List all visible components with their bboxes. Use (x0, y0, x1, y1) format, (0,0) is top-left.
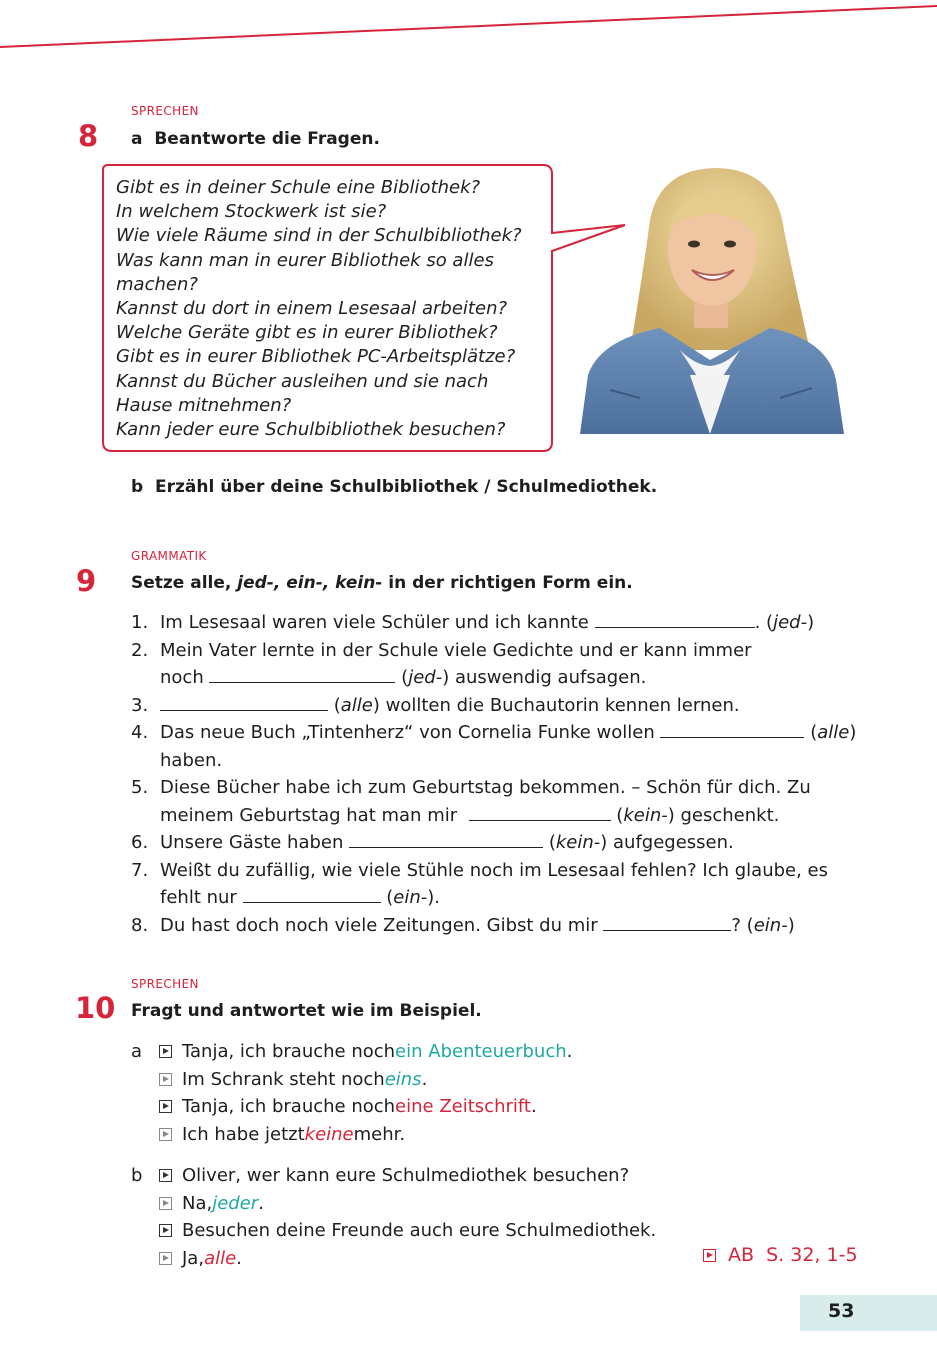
page-number-box (800, 1295, 937, 1331)
answer-blank[interactable] (209, 664, 395, 683)
list-item: 8. Du hast doch noch viele Zeitungen. Gibst du mir ? (ein-) (131, 912, 861, 940)
list-item: 7. Weißt du zufällig, wie viele Stühle noch im Lesesaal fehlen? Ich glaube, es fehlt nur (ein-). (131, 859, 829, 908)
question-line: Gibt es in eurer Bibliothek PC-Arbeitsplätze? (116, 346, 516, 368)
woman-photo (580, 160, 844, 434)
list-item: 3. (alle) wollten die Buchautorin kennen lernen. (131, 692, 861, 720)
page-number: 53 (828, 1300, 855, 1322)
dialogue-line: Tanja, ich brauche noch eine Zeitschrift . (131, 1093, 572, 1121)
dialogue-line: Ich habe jetzt keine mehr. (131, 1121, 572, 1149)
exercise-9-list (131, 609, 861, 939)
dialogue-a (131, 1038, 572, 1148)
section-label-sprechen: SPRECHEN (131, 104, 199, 118)
exercise-number-9: 9 (76, 564, 97, 598)
question-line: Kannst du Bücher ausleihen und sie nach (116, 370, 489, 392)
dialogue-line: Im Schrank steht noch eins . (131, 1066, 572, 1094)
exercise-9-title: Setze alle, jed-, ein-, kein- in der richtigen Form ein. (131, 573, 633, 593)
play-icon (159, 1169, 172, 1182)
list-item: 1. Im Lesesaal waren viele Schüler und ich kannte . (jed-) (131, 609, 861, 637)
exercise-8a-title: a Beantworte die Fragen. (131, 129, 380, 149)
list-item: 6. Unsere Gäste haben (kein-) aufgegessen. (131, 829, 861, 857)
question-line: Wie viele Räume sind in der Schulbibliothek? (116, 225, 522, 247)
arrow-box-icon (703, 1249, 716, 1262)
answer-blank[interactable] (349, 829, 543, 848)
question-line: Hause mitnehmen? (116, 394, 292, 416)
workbook-reference[interactable]: AB S. 32, 1-5 (703, 1244, 858, 1266)
dialogue-line: Besuchen deine Freunde auch eure Schulmediothek. (131, 1217, 656, 1245)
play-outline-icon (159, 1073, 172, 1086)
question-line: Kannst du dort in einem Lesesaal arbeiten? (116, 298, 508, 320)
dialogue-line: Ja, alle . (131, 1245, 656, 1273)
play-outline-icon (159, 1128, 172, 1141)
answer-blank[interactable] (469, 802, 611, 821)
question-line: Gibt es in deiner Schule eine Bibliothek? (116, 177, 481, 198)
play-icon (159, 1100, 172, 1113)
list-item: 5. Diese Bücher habe ich zum Geburtstag bekommen. – Schön für dich. Zu meinem Geburtstag hat man mir (kein-) geschenkt. (131, 777, 811, 826)
play-icon (159, 1224, 172, 1237)
answer-blank[interactable] (603, 912, 731, 931)
question-line: In welchem Stockwerk ist sie? (116, 201, 387, 223)
exercise-number-8: 8 (78, 119, 99, 153)
question-line: machen? (116, 273, 198, 295)
bubble-questions (116, 176, 548, 442)
dialogue-b (131, 1162, 656, 1272)
list-item: 4. Das neue Buch „Tintenherz“ von Cornelia Funke wollen (alle) haben. (131, 719, 861, 774)
exercise-number-10: 10 (75, 991, 116, 1025)
question-line: Was kann man in eurer Bibliothek so alles (116, 249, 494, 271)
dialogue-line: b Oliver, wer kann eure Schulmediothek besuchen? (131, 1165, 630, 1186)
dialogue-line: a Tanja, ich brauche noch ein Abenteuerbuch . (131, 1041, 573, 1062)
question-line: Welche Geräte gibt es in eurer Bibliothek? (116, 322, 498, 344)
answer-blank[interactable] (660, 719, 804, 738)
answer-blank[interactable] (595, 609, 755, 628)
answer-blank[interactable] (160, 692, 328, 711)
section-label-sprechen-2: SPRECHEN (131, 977, 199, 991)
exercise-8b-title: b Erzähl über deine Schulbibliothek / Schulmediothek. (131, 477, 658, 497)
header-rule (0, 0, 937, 60)
list-item: 2. Mein Vater lernte in der Schule viele Gedichte und er kann immer noch (jed-) auswendig aufsagen. (131, 639, 752, 688)
play-outline-icon (159, 1252, 172, 1265)
dialogue-line: Na, jeder . (131, 1190, 656, 1218)
section-label-grammatik: GRAMMATIK (131, 549, 207, 563)
answer-blank[interactable] (243, 884, 381, 903)
play-outline-icon (159, 1197, 172, 1210)
play-icon (159, 1045, 172, 1058)
exercise-10-title: Fragt und antwortet wie im Beispiel. (131, 1001, 482, 1021)
question-line: Kann jeder eure Schulbibliothek besuchen? (116, 419, 506, 441)
